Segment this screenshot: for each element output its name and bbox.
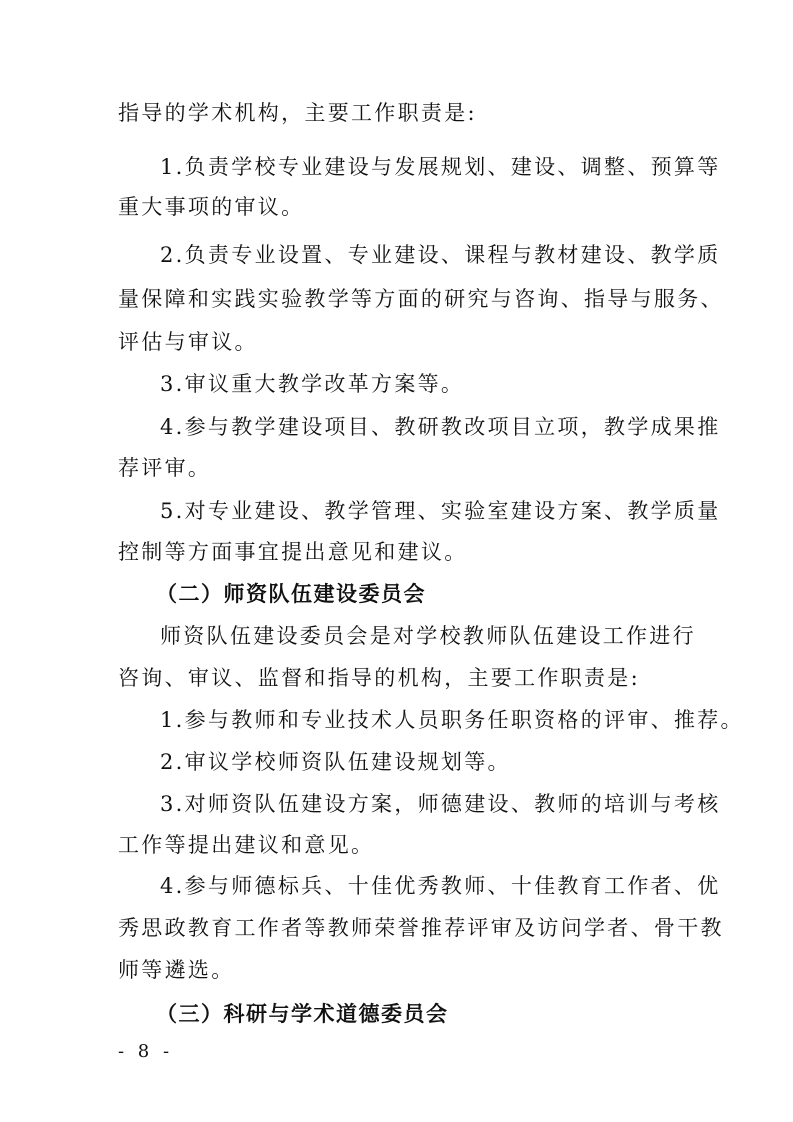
list-item-4: 4.参与教学建设项目、教研教改项目立项，教学成果推 [160, 415, 721, 439]
section-heading-2: （二）师资队伍建设委员会 [156, 582, 426, 606]
list-item-2: 2.审议学校师资队伍建设规划等。 [160, 750, 511, 774]
text-line: 咨询、审议、监督和指导的机构，主要工作职责是: [118, 666, 640, 690]
text-line: 量保障和实践实验教学等方面的研究与咨询、指导与服务、 [118, 287, 724, 311]
text-line: 工作等提出建议和意见。 [118, 833, 375, 857]
list-item-1: 1.参与教师和专业技术人员职务任职资格的评审、推荐。 [160, 708, 744, 732]
list-item-1: 1.负责学校专业建设与发展规划、建设、调整、预算等 [160, 155, 721, 179]
text-line: 荐评审。 [118, 456, 212, 480]
list-item-5: 5.对专业建设、教学管理、实验室建设方案、教学质量 [160, 499, 721, 523]
paragraph-line: 师资队伍建设委员会是对学校教师队伍建设工作进行 [160, 624, 696, 648]
page-number: - 8 - [118, 1041, 174, 1062]
text-line: 控制等方面事宜提出意见和建议。 [118, 540, 468, 564]
text-line: 指导的学术机构，主要工作职责是: [118, 101, 477, 125]
list-item-4: 4.参与师德标兵、十佳优秀教师、十佳教育工作者、优 [160, 874, 721, 898]
text-line: 重大事项的审议。 [118, 195, 305, 219]
list-item-3: 3.对师资队伍建设方案，师德建设、教师的培训与考核 [160, 792, 721, 816]
text-line: 秀思政教育工作者等教师荣誉推荐评审及访问学者、骨干教 [118, 916, 724, 940]
list-item-2: 2.负责专业设置、专业建设、课程与教材建设、教学质 [160, 243, 721, 267]
text-line: 师等遴选。 [118, 958, 235, 982]
list-item-3: 3.审议重大教学改革方案等。 [160, 372, 465, 396]
text-line: 评估与审议。 [118, 330, 258, 354]
section-heading-3: （三）科研与学术道德委员会 [156, 1002, 449, 1026]
